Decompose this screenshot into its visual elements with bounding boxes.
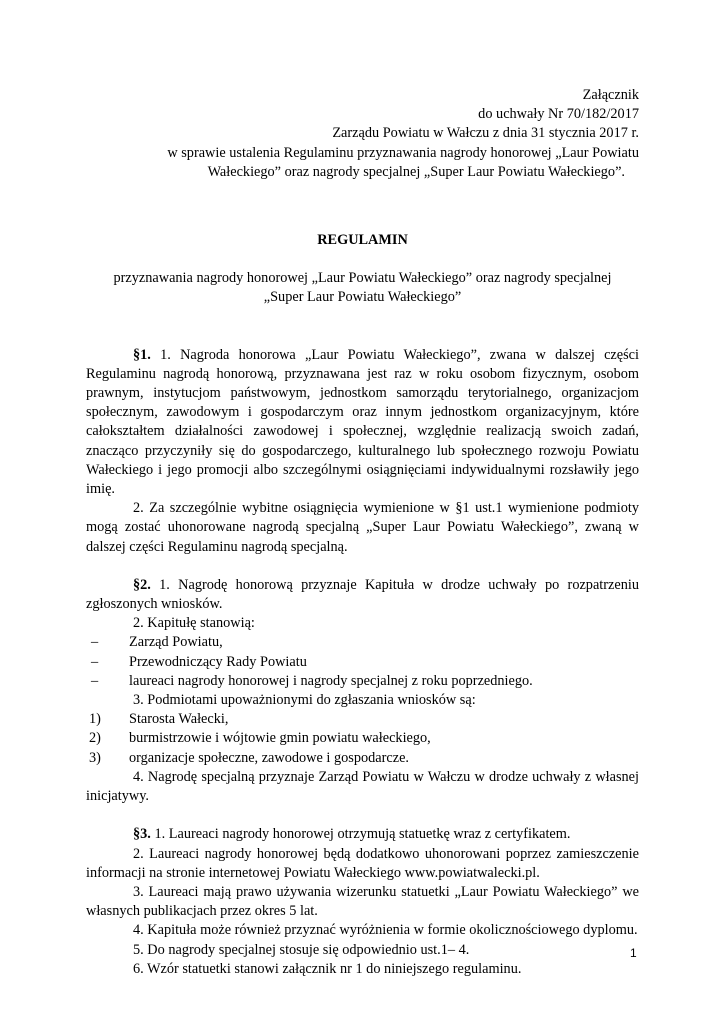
page-number: 1 [630,946,637,960]
header-line: Załącznik [582,87,639,103]
list-item-text: laureaci nagrody honorowej i nagrody specjalnej z roku poprzedniego. [129,672,533,689]
list-item-text: burmistrzowie i wójtowie gmin powiatu wałeckiego, [129,730,431,747]
header-line: Wałeckiego” oraz nagrody specjalnej „Super Laur Powiatu Wałeckiego”. [207,163,625,180]
list-item-text: Przewodniczący Rady Powiatu [129,653,307,670]
paragraph-text: 1. Nagrodę honorową przyznaje Kapituła w drodze uchwały po rozpatrzeniu zgłoszonych wniosków. [86,576,639,613]
paragraph [86,346,639,500]
section-label: §2. [133,576,151,593]
list-number: 3) [89,749,101,766]
list-number: 2) [89,730,101,747]
subtitle-line: „Super Laur Powiatu Wałeckiego” [263,289,462,306]
list-item [86,729,639,748]
list-number: 1) [89,711,101,728]
section-1 [86,346,639,557]
list-item [86,672,639,691]
paragraph-text: 1. Laureaci nagrody honorowej otrzymują statuetkę wraz z certyfikatem. [150,826,571,843]
paragraph [86,576,639,614]
attachment-header [86,86,639,182]
header-line: do uchwały Nr 70/182/2017 [478,106,639,123]
section-3 [86,825,639,979]
document-page [86,86,639,979]
paragraph: 2. Za szczególnie wybitne osiągnięcia wymienione w §1 ust.1 wymienione podmioty mogą zostać uhonorowane nagrodą specjalną „Super Laur Powiatu Wałeckiego”, zwaną w dalszej części Regulaminu nagrodą specjalną. [86,500,639,555]
list-item-text: Starosta Wałecki, [129,711,229,728]
paragraph: 4. Nagrodę specjalną przyznaje Zarząd Powiatu w Wałczu w drodze uchwały z własnej inicjatywy. [86,768,639,805]
list-item-text: organizacje społeczne, zawodowe i gospodarcze. [129,749,409,766]
section-label: §3. [133,826,151,843]
paragraph: 2. Kapitułę stanowią: [133,615,255,632]
list-item-text: Zarząd Powiatu, [129,634,223,651]
paragraph: 4. Kapituła może również przyznać wyróżnienia w formie okolicznościowego dyplomu. [133,922,638,939]
dash-marker: – [91,672,99,689]
list-item [86,633,639,652]
header-line: Zarządu Powiatu w Wałczu z dnia 31 stycznia 2017 r. [332,125,639,142]
paragraph: 5. Do nagrody specjalnej stosuje się odpowiednio ust.1– 4. [133,941,470,958]
list-item [86,653,639,672]
paragraph: 2. Laureaci nagrody honorowej będą dodatkowo uhonorowani poprzez zamieszczenie informacji na stronie internetowej Powiatu Wałeckiego www.powiatwalecki.pl. [86,845,639,881]
paragraph-text: 1. Nagroda honorowa „Laur Powiatu Wałeckiego”, zwana w dalszej części Regulaminu nagrodą honorową, przyznawana jest raz w roku osobom fizycznym, osobom prawnym, instytucjom państwowym, jednostkom samorządu terytorialnego, organizacjom społecznym, zawodowym i gospodarczym oraz innym jednostkom organizacyjnym, które całokształtem działalności zawodowej i społecznej, względnie realizacją swoich zadań, znacząco przyczyniły się do gospodarczego, kulturalnego lub społecznego rozwoju Powiatu Wałeckiego i jego promocji albo szczególnymi osiągnięciami indywidualnymi rozsławiły jego imię. [86,346,639,498]
section-label: §1. [133,346,151,363]
list-item [86,749,639,768]
paragraph: 3. Laureaci mają prawo używania wizerunku statuetki „Laur Powiatu Wałeckiego” we własnych publikacjach przez okres 5 lat. [86,883,639,920]
section-2 [86,576,639,806]
paragraph: 3. Podmiotami upoważnionymi do zgłaszania wniosków są: [133,692,476,709]
paragraph [86,825,639,844]
paragraph: 6. Wzór statuetki stanowi załącznik nr 1 do niniejszego regulaminu. [133,960,522,977]
document-subtitle [86,269,639,307]
header-line: w sprawie ustalenia Regulaminu przyznawania nagrody honorowej „Laur Powiatu [167,144,639,161]
document-title: REGULAMIN [317,232,408,249]
list-item [86,710,639,729]
dash-marker: – [91,653,99,670]
dash-marker: – [91,634,99,651]
subtitle-line: przyznawania nagrody honorowej „Laur Powiatu Wałeckiego” oraz nagrody specjalnej [113,270,612,287]
